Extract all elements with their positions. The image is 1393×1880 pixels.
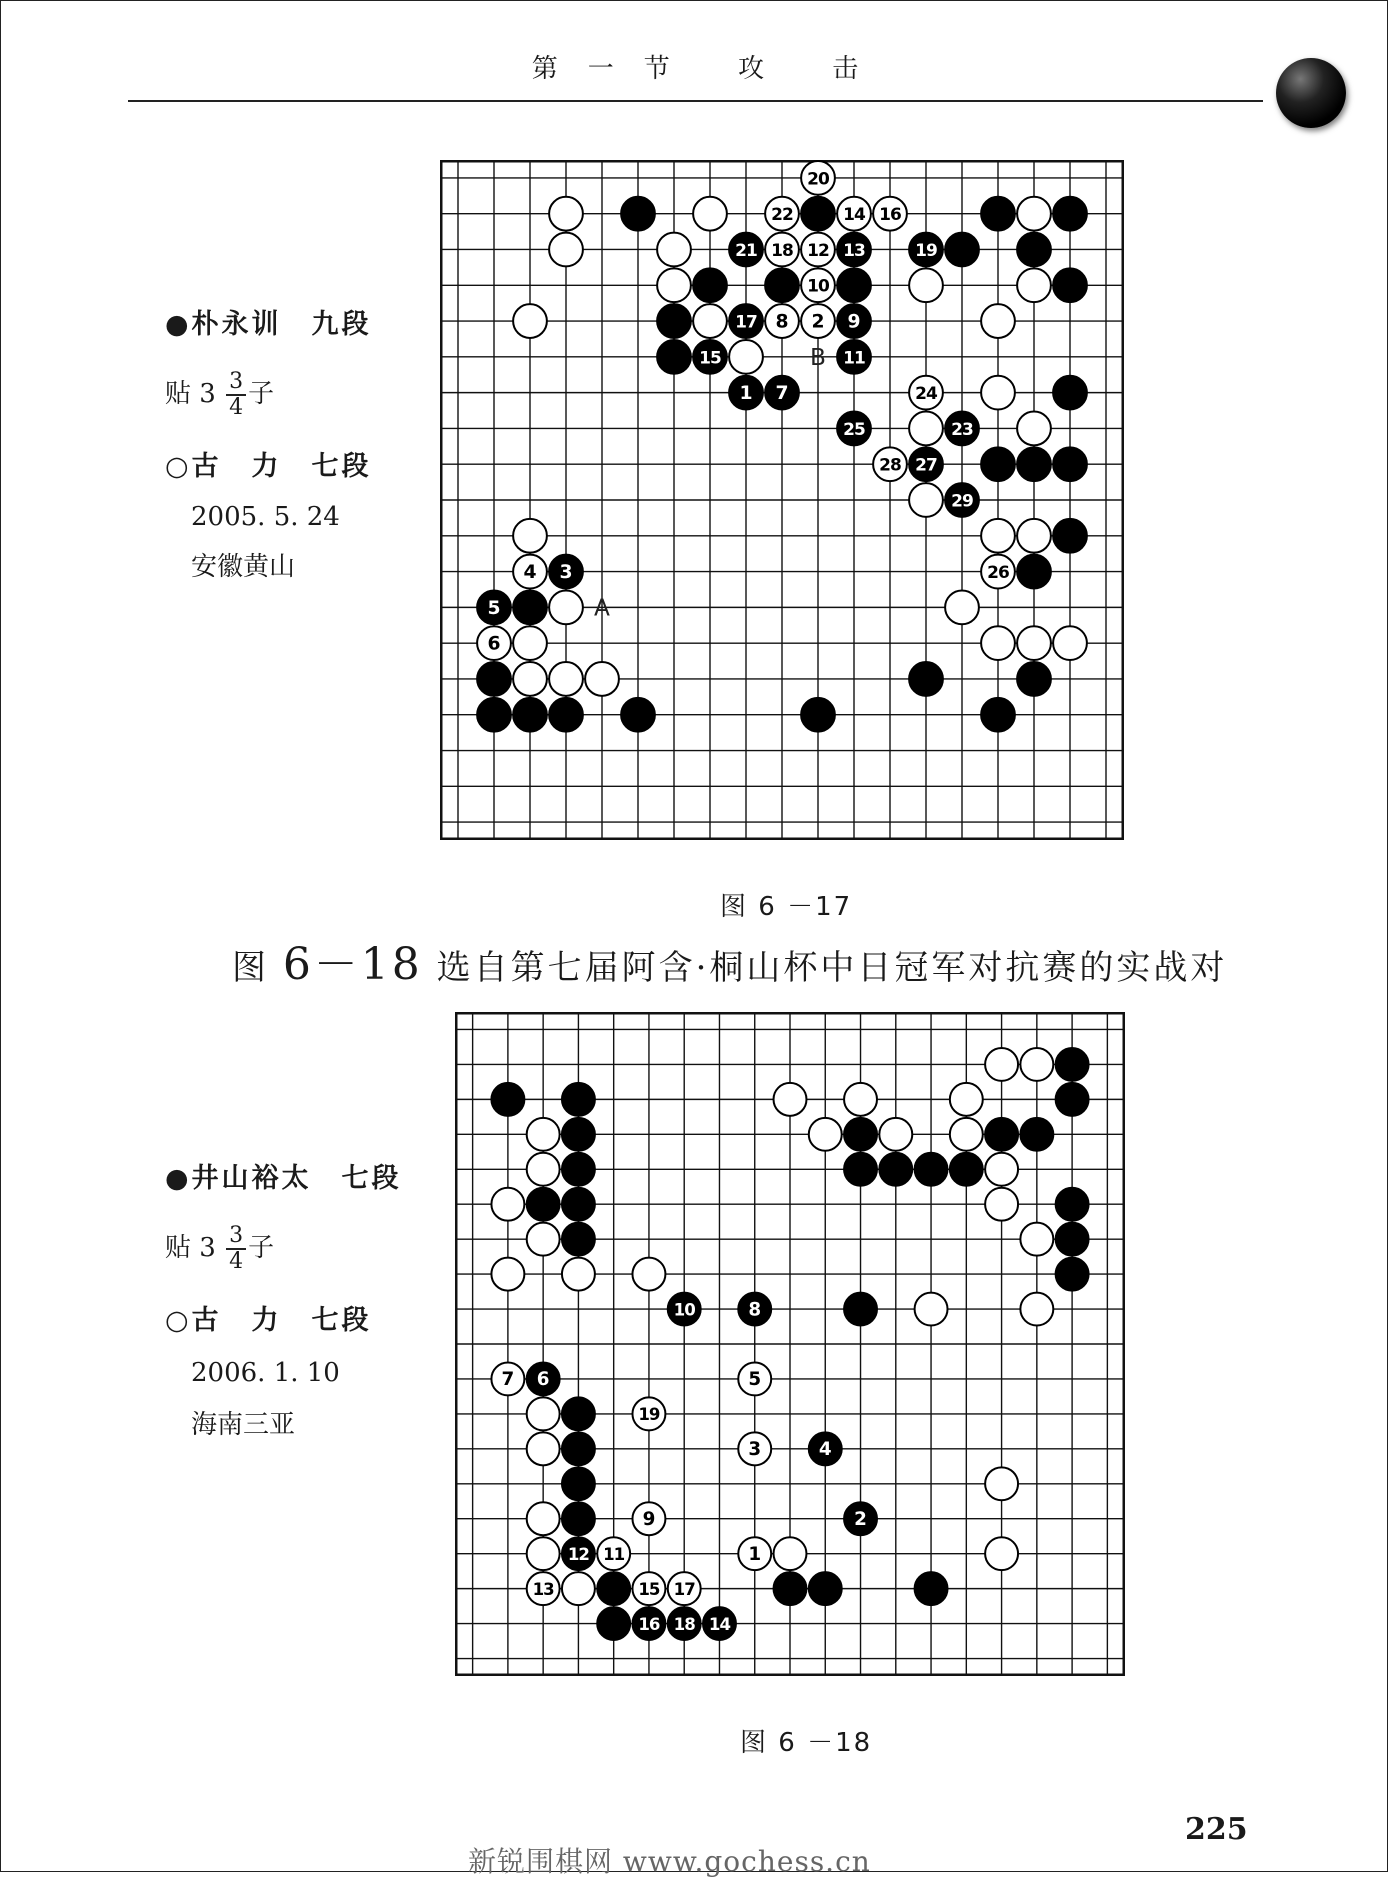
white-stone: [945, 590, 979, 624]
black-stone: [844, 1118, 877, 1151]
white-stone: [632, 1502, 665, 1535]
white-player: ○古 力 七段: [165, 1305, 372, 1336]
black-stone: [844, 1153, 877, 1186]
white-stone: [729, 340, 763, 374]
intro-text: 选自第七届阿含·桐山杯中日冠军对抗赛的实战对: [436, 948, 1228, 988]
white-stone: [491, 1258, 524, 1291]
move-number: 5: [487, 597, 501, 619]
move-number: 8: [775, 311, 789, 333]
white-stone: [915, 1293, 948, 1326]
white-stone: [809, 1118, 842, 1151]
move-number: 11: [603, 1544, 625, 1564]
black-stone: [879, 1153, 912, 1186]
white-stone: [513, 626, 547, 660]
white-stone: [527, 1118, 560, 1151]
white-stone: [950, 1083, 983, 1116]
white-stone: [985, 1467, 1018, 1500]
black-stone: [765, 376, 799, 410]
black-stone: [513, 590, 547, 624]
black-stone: [729, 376, 763, 410]
move-number: 13: [843, 240, 865, 261]
point-label: A: [594, 594, 610, 622]
komi: [165, 370, 274, 420]
move-number: 9: [847, 311, 861, 333]
move-number: 18: [673, 1614, 695, 1634]
game-place: 海南三亚: [191, 1410, 296, 1440]
move-number: 1: [739, 383, 753, 405]
game-info-2: [165, 1162, 425, 1452]
move-number: 3: [559, 562, 573, 584]
move-number: 10: [807, 276, 829, 297]
white-stone: [527, 1153, 560, 1186]
black-stone: [1053, 519, 1087, 553]
white-stone: [801, 268, 835, 302]
white-stone: [1020, 1293, 1053, 1326]
black-stone: [909, 662, 943, 696]
go-stone-ornament-icon: [1276, 58, 1346, 128]
black-stone: [1053, 447, 1087, 481]
header-rule: [128, 100, 1263, 102]
white-stone: [1017, 268, 1051, 302]
point-label: B: [810, 343, 826, 371]
white-stone: [985, 1048, 1018, 1081]
black-stone: [774, 1572, 807, 1605]
white-stone: [632, 1397, 665, 1430]
white-stone: [981, 304, 1015, 338]
move-number: 11: [843, 348, 865, 369]
black-stone: [703, 1607, 736, 1640]
white-stone: [527, 1397, 560, 1430]
white-stone: [693, 197, 727, 231]
black-stone: [562, 1188, 595, 1221]
move-number: 3: [748, 1439, 762, 1461]
black-stone: [1017, 447, 1051, 481]
black-stone: [632, 1607, 665, 1640]
komi-denominator: 4: [229, 1249, 244, 1274]
komi-fraction: [226, 370, 246, 420]
black-player: ●井山裕太 七段: [165, 1163, 402, 1194]
black-stone: [549, 698, 583, 732]
move-number: 13: [532, 1579, 554, 1599]
white-stone: [527, 1223, 560, 1256]
black-stone: [1020, 1118, 1053, 1151]
move-number: 16: [638, 1614, 660, 1634]
white-stone: [873, 447, 907, 481]
white-stone: [774, 1083, 807, 1116]
komi-fraction: [226, 1224, 246, 1274]
go-board-6-18: [455, 1012, 1125, 1676]
white-stone: [513, 662, 547, 696]
white-stone: [909, 412, 943, 446]
white-stone: [527, 1572, 560, 1605]
white-stone: [1017, 626, 1051, 660]
komi-suffix: 子: [248, 1233, 275, 1263]
white-stone: [1020, 1223, 1053, 1256]
white-player: ○古 力 七段: [165, 451, 372, 482]
white-stone: [801, 304, 835, 338]
white-stone: [513, 555, 547, 589]
black-stone: [668, 1607, 701, 1640]
move-number: 22: [771, 205, 793, 226]
black-stone: [491, 1083, 524, 1116]
white-stone: [981, 376, 1015, 410]
white-stone: [491, 1188, 524, 1221]
move-number: 19: [915, 240, 937, 261]
black-stone: [693, 340, 727, 374]
white-stone: [693, 304, 727, 338]
move-number: 12: [807, 240, 829, 261]
move-number: 29: [951, 491, 973, 512]
white-stone: [801, 233, 835, 267]
black-stone: [765, 268, 799, 302]
white-stone: [527, 1502, 560, 1535]
white-stone: [879, 1118, 912, 1151]
watermark: 新锐围棋网 www.gochess.cn: [468, 1845, 871, 1878]
move-number: 8: [748, 1299, 762, 1321]
white-stone: [549, 197, 583, 231]
white-stone: [981, 519, 1015, 553]
komi-prefix: 贴 3: [165, 1233, 216, 1263]
komi-numerator: 3: [226, 370, 246, 396]
white-stone: [985, 1188, 1018, 1221]
black-stone: [801, 698, 835, 732]
move-number: 14: [843, 205, 865, 226]
black-stone: [597, 1607, 630, 1640]
move-number: 25: [843, 419, 865, 440]
black-stone: [837, 268, 871, 302]
intro-line: [232, 928, 1227, 992]
black-stone: [477, 698, 511, 732]
move-number: 15: [699, 348, 721, 369]
white-stone: [844, 1083, 877, 1116]
black-stone: [1056, 1048, 1089, 1081]
move-number: 27: [915, 455, 937, 476]
white-stone: [909, 483, 943, 517]
white-stone: [549, 590, 583, 624]
move-number: 17: [673, 1579, 695, 1599]
black-stone: [562, 1397, 595, 1430]
white-stone: [801, 161, 835, 195]
game-date: 2005. 5. 24: [191, 502, 340, 532]
black-stone: [915, 1572, 948, 1605]
white-stone: [632, 1572, 665, 1605]
move-number: 12: [567, 1544, 589, 1564]
white-stone: [765, 197, 799, 231]
black-stone: [981, 698, 1015, 732]
figure-caption-6-17: 图 6 －17: [720, 892, 853, 922]
black-stone: [562, 1502, 595, 1535]
move-number: 6: [487, 633, 501, 655]
black-stone: [562, 1083, 595, 1116]
black-stone: [981, 447, 1015, 481]
white-stone: [668, 1572, 701, 1605]
black-stone: [950, 1153, 983, 1186]
move-number: 5: [748, 1369, 762, 1391]
black-stone: [527, 1362, 560, 1395]
move-number: 7: [501, 1369, 515, 1391]
black-stone: [1017, 662, 1051, 696]
white-stone: [513, 304, 547, 338]
white-stone: [491, 1362, 524, 1395]
black-stone: [549, 555, 583, 589]
black-stone: [562, 1153, 595, 1186]
black-stone: [562, 1537, 595, 1570]
move-number: 10: [673, 1300, 695, 1320]
move-number: 6: [536, 1369, 550, 1391]
black-stone: [657, 340, 691, 374]
black-stone: [729, 233, 763, 267]
white-stone: [985, 1153, 1018, 1186]
black-stone: [837, 412, 871, 446]
black-stone: [597, 1572, 630, 1605]
black-stone: [1053, 268, 1087, 302]
move-number: 26: [987, 563, 1009, 584]
black-stone: [945, 483, 979, 517]
white-stone: [837, 197, 871, 231]
white-stone: [657, 233, 691, 267]
black-stone: [527, 1188, 560, 1221]
black-stone: [562, 1432, 595, 1465]
black-stone: [844, 1293, 877, 1326]
white-stone: [632, 1258, 665, 1291]
black-stone: [945, 412, 979, 446]
white-stone: [950, 1118, 983, 1151]
white-stone: [774, 1537, 807, 1570]
white-stone: [1053, 626, 1087, 660]
black-stone: [945, 233, 979, 267]
white-stone: [1017, 412, 1051, 446]
move-number: 9: [642, 1509, 656, 1531]
black-stone: [985, 1118, 1018, 1151]
komi: [165, 1224, 274, 1274]
game-date: 2006. 1. 10: [191, 1358, 340, 1388]
black-stone: [981, 197, 1015, 231]
black-stone: [1053, 197, 1087, 231]
move-number: 1: [748, 1543, 762, 1565]
white-stone: [527, 1432, 560, 1465]
black-stone: [1056, 1223, 1089, 1256]
white-stone: [985, 1537, 1018, 1570]
black-stone: [1056, 1258, 1089, 1291]
white-stone: [585, 662, 619, 696]
black-stone: [801, 197, 835, 231]
white-stone: [513, 519, 547, 553]
move-number: 17: [735, 312, 757, 333]
move-number: 4: [523, 562, 537, 584]
white-stone: [562, 1258, 595, 1291]
white-stone: [597, 1537, 630, 1570]
page-number: 225: [1185, 1812, 1248, 1847]
black-stone: [809, 1432, 842, 1465]
white-stone: [909, 376, 943, 410]
black-stone: [909, 233, 943, 267]
go-board-6-17: [440, 160, 1124, 840]
black-stone: [657, 304, 691, 338]
move-number: 2: [854, 1509, 867, 1531]
move-number: 4: [818, 1439, 832, 1461]
move-number: 21: [735, 240, 757, 261]
figure-caption-6-18: 图 6 －18: [740, 1728, 873, 1758]
game-place: 安徽黄山: [191, 552, 296, 582]
black-stone: [477, 662, 511, 696]
white-stone: [1017, 519, 1051, 553]
black-stone: [909, 447, 943, 481]
white-stone: [765, 304, 799, 338]
black-stone: [477, 590, 511, 624]
black-stone: [1056, 1083, 1089, 1116]
move-number: 2: [811, 311, 825, 333]
move-number: 23: [951, 419, 973, 440]
black-stone: [1056, 1188, 1089, 1221]
white-stone: [549, 662, 583, 696]
black-stone: [562, 1467, 595, 1500]
white-stone: [981, 626, 1015, 660]
move-number: 20: [807, 169, 829, 190]
white-stone: [765, 233, 799, 267]
white-stone: [1020, 1048, 1053, 1081]
black-stone: [837, 340, 871, 374]
black-stone: [809, 1572, 842, 1605]
intro-figure-label: 图: [232, 948, 269, 988]
black-stone: [621, 698, 655, 732]
move-number: 28: [879, 455, 901, 476]
komi-denominator: 4: [229, 395, 244, 420]
move-number: 15: [638, 1579, 660, 1599]
white-stone: [738, 1432, 771, 1465]
move-number: 19: [638, 1405, 660, 1425]
move-number: 7: [775, 383, 789, 405]
white-stone: [477, 626, 511, 660]
black-player: ●朴永训 九段: [165, 309, 372, 340]
komi-numerator: 3: [226, 1224, 246, 1250]
black-stone: [837, 233, 871, 267]
black-stone: [729, 304, 763, 338]
black-stone: [668, 1293, 701, 1326]
move-number: 16: [879, 205, 901, 226]
komi-prefix: 贴 3: [165, 379, 216, 409]
move-number: 24: [915, 384, 937, 405]
white-stone: [738, 1362, 771, 1395]
black-stone: [513, 698, 547, 732]
white-stone: [1017, 197, 1051, 231]
white-stone: [657, 268, 691, 302]
move-number: 18: [771, 240, 793, 261]
page-header: 第一节 攻 击: [531, 54, 889, 84]
game-info-1: [165, 308, 405, 598]
black-stone: [738, 1293, 771, 1326]
black-stone: [1017, 555, 1051, 589]
black-stone: [915, 1153, 948, 1186]
black-stone: [562, 1118, 595, 1151]
black-stone: [1017, 233, 1051, 267]
black-stone: [693, 268, 727, 302]
white-stone: [549, 233, 583, 267]
black-stone: [837, 304, 871, 338]
black-stone: [562, 1223, 595, 1256]
black-stone: [1053, 376, 1087, 410]
white-stone: [873, 197, 907, 231]
move-number: 14: [708, 1614, 731, 1634]
white-stone: [909, 268, 943, 302]
white-stone: [738, 1537, 771, 1570]
white-stone: [981, 555, 1015, 589]
black-stone: [844, 1502, 877, 1535]
intro-figure-number: 6－18: [282, 939, 423, 990]
black-stone: [621, 197, 655, 231]
komi-suffix: 子: [248, 379, 275, 409]
white-stone: [562, 1572, 595, 1605]
white-stone: [527, 1537, 560, 1570]
